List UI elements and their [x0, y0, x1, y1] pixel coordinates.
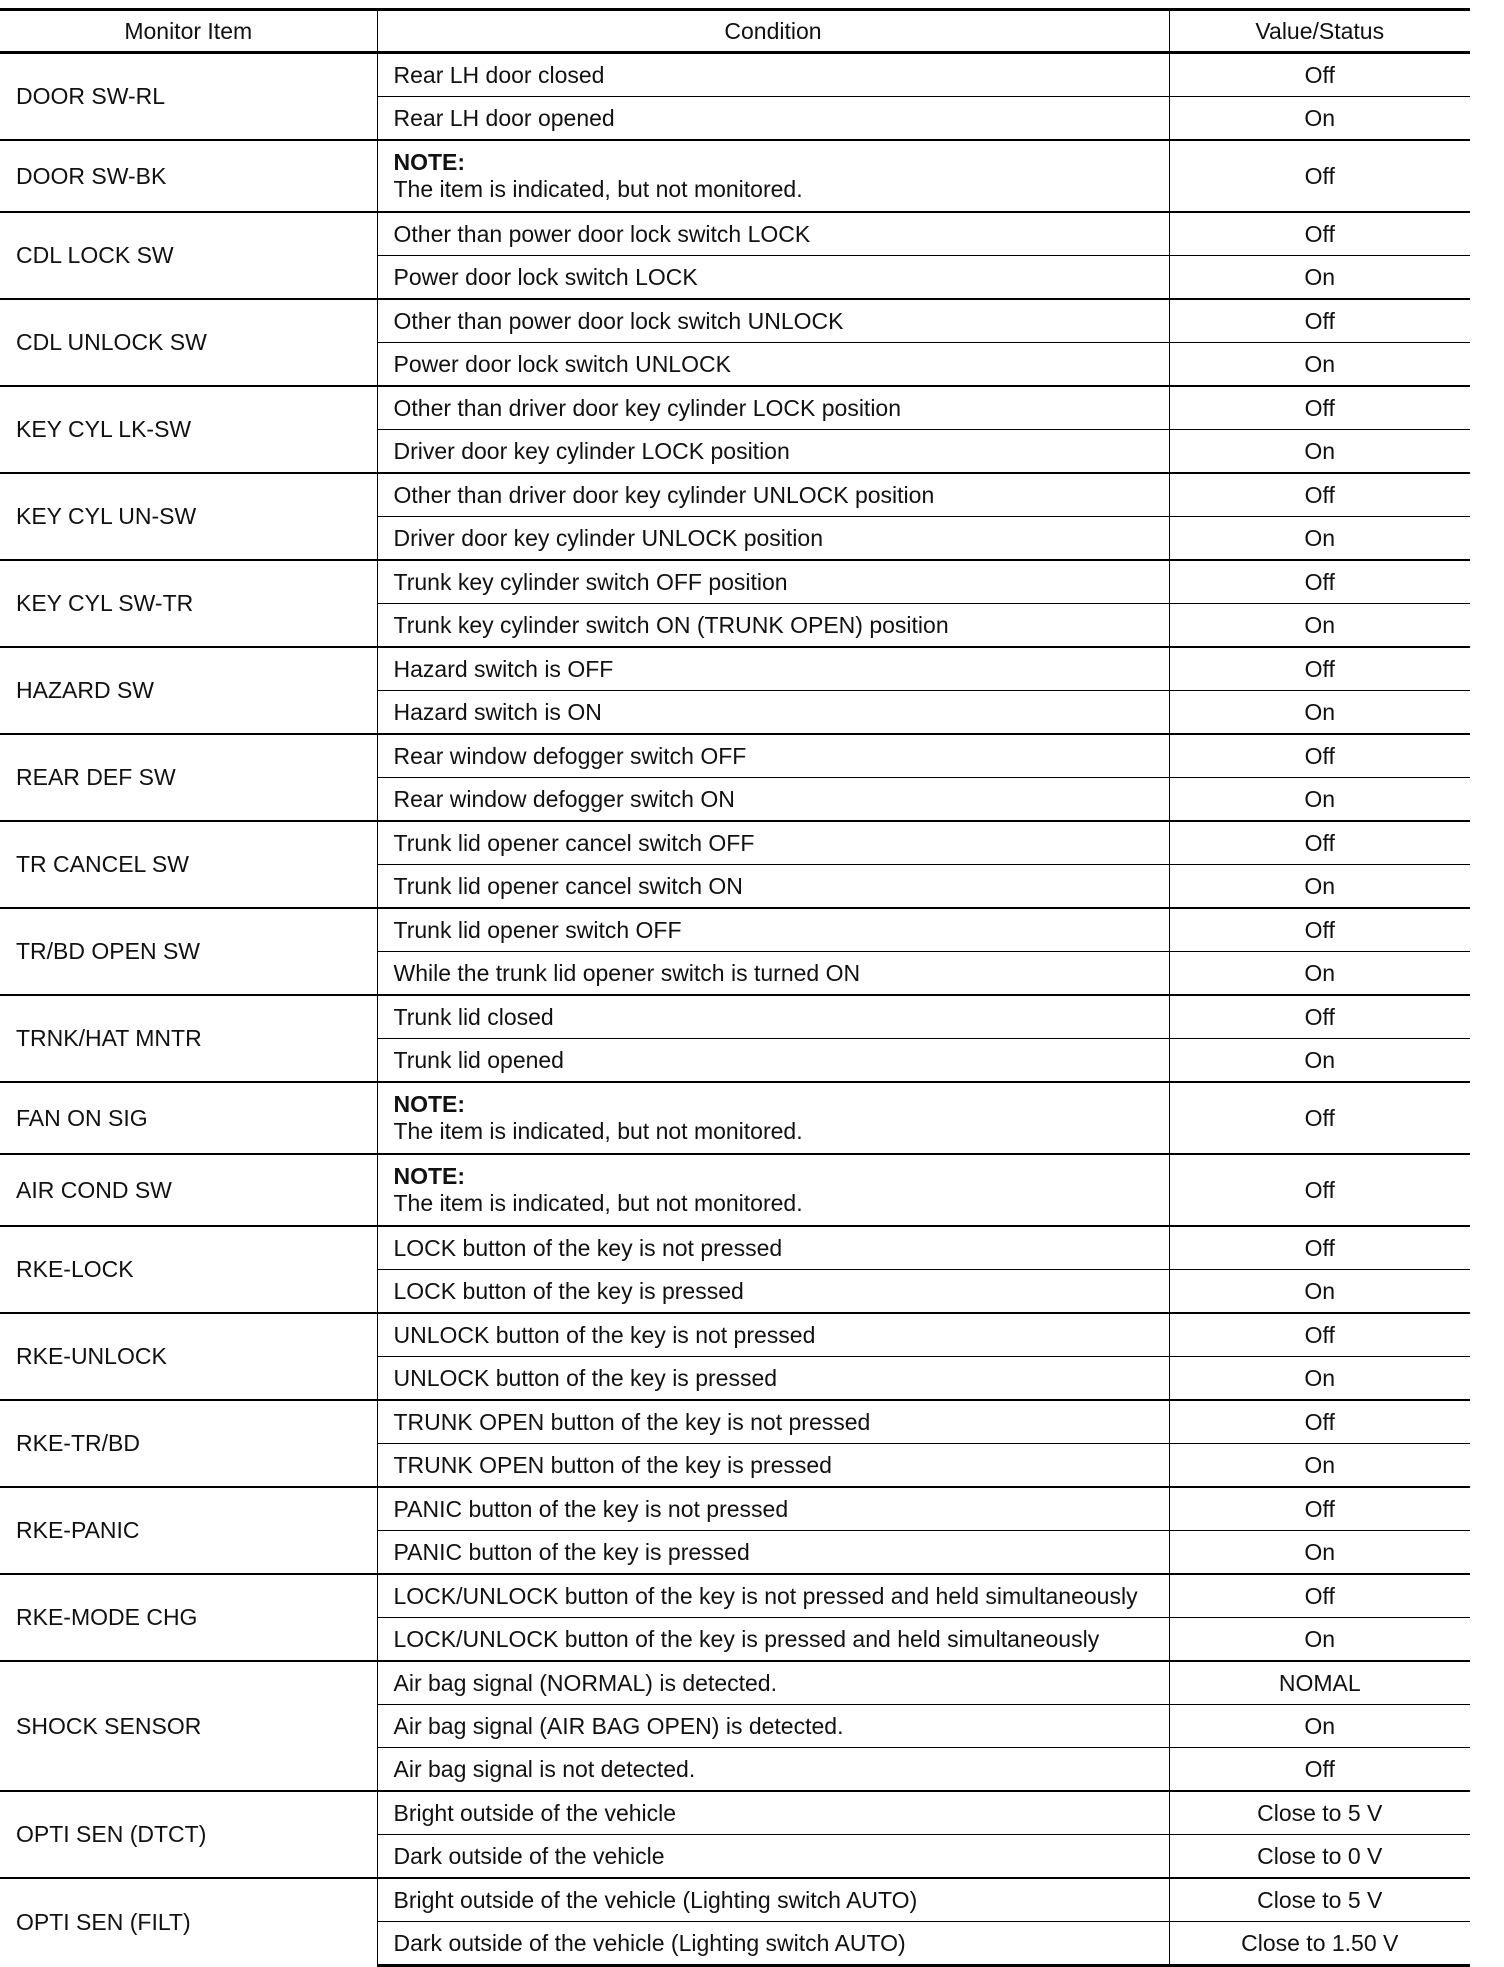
value-status-cell: On: [1169, 1444, 1470, 1488]
note-text: The item is indicated, but not monitored.: [393, 1118, 803, 1144]
condition-cell: [377, 1154, 1169, 1226]
value-status-cell: On: [1169, 865, 1470, 909]
value-status-cell: On: [1169, 1531, 1470, 1575]
condition-cell: LOCK button of the key is not pressed: [377, 1226, 1169, 1270]
value-status-cell: On: [1169, 1705, 1470, 1748]
value-status-cell: Off: [1169, 1154, 1470, 1226]
value-status-cell: On: [1169, 952, 1470, 996]
value-status-cell: On: [1169, 1270, 1470, 1314]
monitor-item-cell: RKE-TR/BD: [0, 1400, 377, 1487]
value-status-cell: On: [1169, 1618, 1470, 1662]
condition-cell: Dark outside of the vehicle (Lighting switch AUTO): [377, 1922, 1169, 1966]
table-row: [0, 908, 1470, 952]
table-header-row: [0, 10, 1470, 53]
value-status-cell: Off: [1169, 140, 1470, 212]
monitor-item-cell: CDL UNLOCK SW: [0, 299, 377, 386]
condition-cell: Other than power door lock switch LOCK: [377, 212, 1169, 256]
value-status-cell: Off: [1169, 473, 1470, 517]
condition-cell: Trunk lid opener cancel switch ON: [377, 865, 1169, 909]
condition-cell: Rear LH door opened: [377, 97, 1169, 141]
condition-cell: LOCK button of the key is pressed: [377, 1270, 1169, 1314]
monitor-item-cell: OPTI SEN (FILT): [0, 1878, 377, 1966]
condition-cell: Power door lock switch UNLOCK: [377, 343, 1169, 387]
condition-cell: Power door lock switch LOCK: [377, 256, 1169, 300]
table-row: [0, 821, 1470, 865]
value-status-cell: Off: [1169, 908, 1470, 952]
value-status-cell: Off: [1169, 299, 1470, 343]
monitor-item-cell: DOOR SW-RL: [0, 53, 377, 141]
monitor-item-cell: HAZARD SW: [0, 647, 377, 734]
header-condition: Condition: [377, 10, 1169, 53]
condition-cell: Hazard switch is OFF: [377, 647, 1169, 691]
value-status-cell: On: [1169, 691, 1470, 735]
condition-cell: Dark outside of the vehicle: [377, 1835, 1169, 1879]
table-row: [0, 1400, 1470, 1444]
value-status-cell: Off: [1169, 1082, 1470, 1154]
condition-cell: Other than driver door key cylinder UNLOCK position: [377, 473, 1169, 517]
monitor-item-cell: OPTI SEN (DTCT): [0, 1791, 377, 1878]
condition-cell: Rear window defogger switch ON: [377, 778, 1169, 822]
value-status-cell: Off: [1169, 386, 1470, 430]
monitor-item-cell: DOOR SW-BK: [0, 140, 377, 212]
table-row: [0, 734, 1470, 778]
value-status-cell: Close to 0 V: [1169, 1835, 1470, 1879]
condition-cell: Other than power door lock switch UNLOCK: [377, 299, 1169, 343]
value-status-cell: Off: [1169, 1226, 1470, 1270]
table-row: [0, 1313, 1470, 1357]
table-row: [0, 1154, 1470, 1226]
condition-cell: Trunk key cylinder switch OFF position: [377, 560, 1169, 604]
condition-cell: Trunk key cylinder switch ON (TRUNK OPEN) position: [377, 604, 1169, 648]
note-text: The item is indicated, but not monitored.: [393, 1190, 803, 1216]
monitor-item-cell: CDL LOCK SW: [0, 212, 377, 299]
condition-cell: While the trunk lid opener switch is turned ON: [377, 952, 1169, 996]
table-row: [0, 386, 1470, 430]
condition-cell: Bright outside of the vehicle (Lighting switch AUTO): [377, 1878, 1169, 1922]
value-status-cell: On: [1169, 604, 1470, 648]
monitor-item-table: [0, 8, 1470, 1967]
table-row: [0, 995, 1470, 1039]
condition-cell: Air bag signal (AIR BAG OPEN) is detected.: [377, 1705, 1169, 1748]
condition-cell: Trunk lid closed: [377, 995, 1169, 1039]
monitor-item-cell: SHOCK SENSOR: [0, 1661, 377, 1791]
condition-cell: Trunk lid opened: [377, 1039, 1169, 1083]
condition-cell: Air bag signal is not detected.: [377, 1748, 1169, 1792]
value-status-cell: Off: [1169, 1487, 1470, 1531]
value-status-cell: On: [1169, 517, 1470, 561]
table-row: [0, 473, 1470, 517]
table-row: [0, 560, 1470, 604]
table-row: [0, 53, 1470, 97]
table-row: [0, 1878, 1470, 1922]
value-status-cell: Close to 5 V: [1169, 1878, 1470, 1922]
condition-cell: PANIC button of the key is not pressed: [377, 1487, 1169, 1531]
condition-cell: Hazard switch is ON: [377, 691, 1169, 735]
condition-cell: PANIC button of the key is pressed: [377, 1531, 1169, 1575]
value-status-cell: On: [1169, 343, 1470, 387]
condition-cell: Driver door key cylinder LOCK position: [377, 430, 1169, 474]
table-row: [0, 647, 1470, 691]
condition-cell: [377, 1082, 1169, 1154]
condition-cell: TRUNK OPEN button of the key is pressed: [377, 1444, 1169, 1488]
table-body: [0, 53, 1470, 1966]
monitor-item-cell: TR CANCEL SW: [0, 821, 377, 908]
value-status-cell: Off: [1169, 1400, 1470, 1444]
condition-cell: Rear LH door closed: [377, 53, 1169, 97]
condition-cell: TRUNK OPEN button of the key is not pressed: [377, 1400, 1169, 1444]
value-status-cell: Off: [1169, 647, 1470, 691]
value-status-cell: On: [1169, 256, 1470, 300]
condition-cell: UNLOCK button of the key is pressed: [377, 1357, 1169, 1401]
value-status-cell: Off: [1169, 821, 1470, 865]
header-value-status: Value/Status: [1169, 10, 1470, 53]
condition-cell: Rear window defogger switch OFF: [377, 734, 1169, 778]
table-row: [0, 1082, 1470, 1154]
value-status-cell: Close to 1.50 V: [1169, 1922, 1470, 1966]
table-row: [0, 1661, 1470, 1705]
condition-cell: Trunk lid opener switch OFF: [377, 908, 1169, 952]
value-status-cell: On: [1169, 1357, 1470, 1401]
value-status-cell: Off: [1169, 734, 1470, 778]
table-row: [0, 1487, 1470, 1531]
monitor-item-cell: RKE-MODE CHG: [0, 1574, 377, 1661]
value-status-cell: Off: [1169, 1748, 1470, 1792]
value-status-cell: On: [1169, 1039, 1470, 1083]
value-status-cell: NOMAL: [1169, 1661, 1470, 1705]
condition-cell: UNLOCK button of the key is not pressed: [377, 1313, 1169, 1357]
monitor-item-cell: RKE-PANIC: [0, 1487, 377, 1574]
monitor-item-cell: RKE-UNLOCK: [0, 1313, 377, 1400]
note-label: NOTE:: [393, 1091, 466, 1117]
value-status-cell: On: [1169, 430, 1470, 474]
table-row: [0, 299, 1470, 343]
value-status-cell: Close to 5 V: [1169, 1791, 1470, 1835]
table-row: [0, 1574, 1470, 1618]
value-status-cell: Off: [1304, 61, 1335, 88]
monitor-item-cell: REAR DEF SW: [0, 734, 377, 821]
note-label: NOTE:: [393, 149, 466, 175]
condition-cell: LOCK/UNLOCK button of the key is not pressed and held simultaneously: [377, 1574, 1169, 1618]
monitor-item-cell: TRNK/HAT MNTR: [0, 995, 377, 1082]
value-status-cell: On: [1169, 97, 1470, 141]
value-status-cell: Off: [1169, 212, 1470, 256]
monitor-item-cell: AIR COND SW: [0, 1154, 377, 1226]
value-status-cell: Off: [1169, 560, 1470, 604]
condition-cell: Bright outside of the vehicle: [377, 1791, 1169, 1835]
monitor-item-cell: TR/BD OPEN SW: [0, 908, 377, 995]
value-status-cell: On: [1169, 778, 1470, 822]
value-status-cell: Off: [1169, 1574, 1470, 1618]
table-row: [0, 1226, 1470, 1270]
value-status-cell: Off: [1169, 1313, 1470, 1357]
monitor-item-cell: RKE-LOCK: [0, 1226, 377, 1313]
monitor-item-cell: KEY CYL UN-SW: [0, 473, 377, 560]
note-label: NOTE:: [393, 1163, 466, 1189]
note-text: The item is indicated, but not monitored.: [393, 176, 803, 202]
monitor-item-cell: KEY CYL SW-TR: [0, 560, 377, 647]
monitor-table-container: [0, 8, 1470, 1967]
condition-cell: LOCK/UNLOCK button of the key is pressed and held simultaneously: [377, 1618, 1169, 1662]
condition-cell: [377, 140, 1169, 212]
table-row: [0, 212, 1470, 256]
monitor-item-cell: KEY CYL LK-SW: [0, 386, 377, 473]
value-status-cell: Off: [1169, 995, 1470, 1039]
condition-cell: Air bag signal (NORMAL) is detected.: [377, 1661, 1169, 1705]
table-row: [0, 140, 1470, 212]
table-row: [0, 1791, 1470, 1835]
condition-cell: Trunk lid opener cancel switch OFF: [377, 821, 1169, 865]
condition-cell: Driver door key cylinder UNLOCK position: [377, 517, 1169, 561]
monitor-item-cell: FAN ON SIG: [0, 1082, 377, 1154]
condition-cell: Other than driver door key cylinder LOCK position: [377, 386, 1169, 430]
header-monitor-item: Monitor Item: [0, 10, 377, 53]
